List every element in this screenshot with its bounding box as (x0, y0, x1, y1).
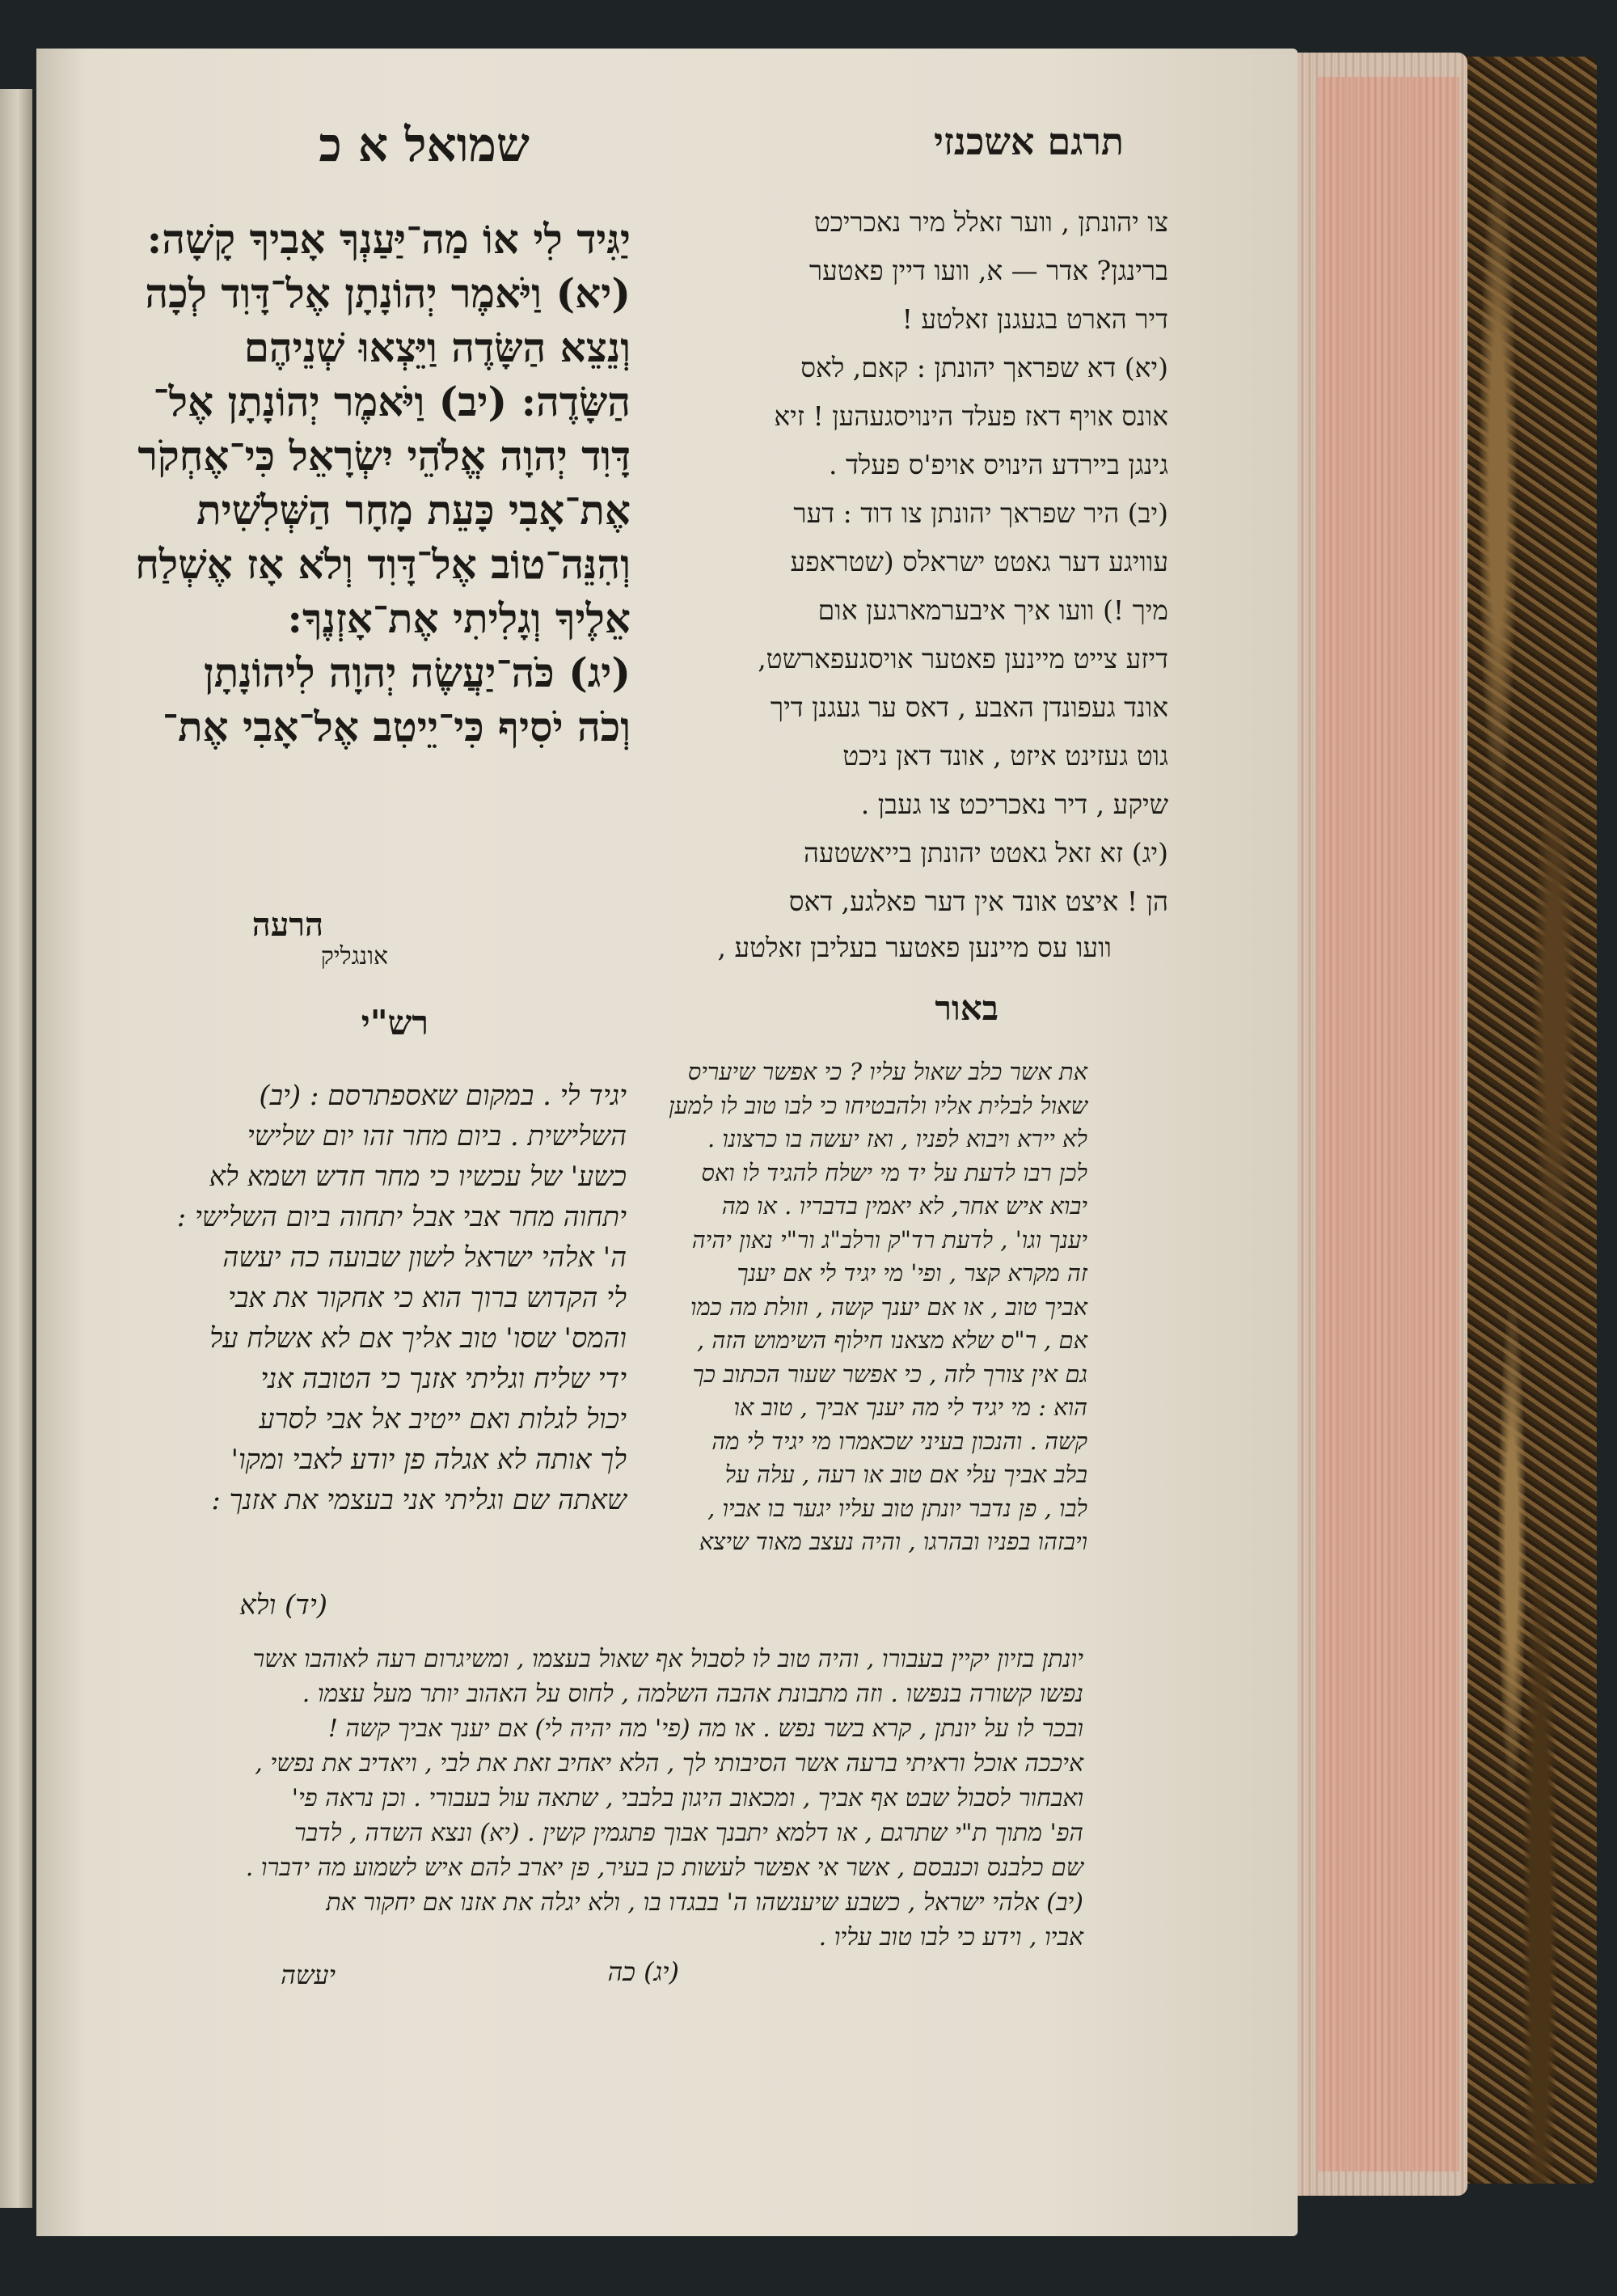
targum-line: אונס אויף דאז פעלד הינויסגעהען ! זיא (774, 400, 1168, 432)
targum-catchword: אונגליק (320, 942, 388, 970)
rashi-line: כשע' של עכשיו כי מחר חדש ושמא לא (209, 1161, 627, 1193)
biur-line: קשה . והנכון בעיני שכאמרו מי יגיד לי מה (711, 1427, 1087, 1455)
targum-line: (יב) היר שפראך יהונתן צו דוד : דער (793, 497, 1168, 529)
biur-line: אם , ר"ס שלא מצאנו חילוף השימוש הזה , (696, 1326, 1087, 1354)
targum-line: דיר הארט בגעגנן זאלטע ! (901, 303, 1168, 335)
hebrew-verse-line: יַגִּיד לִי אוֹ מַה־יַּעַנְךָ אָבִיךָ קָשָׁה: (146, 215, 631, 263)
bottom-commentary-line: הפ' מתוך ת"י שתרגם , או דלמא יתבנך אבוך פתגמין קשין . (יא) ונצא השדה , לדבר (293, 1819, 1083, 1847)
targum-line: גינגן ביירדע הינויס אויפ'ס פעלד . (828, 449, 1168, 480)
targum-line: עוויגע דער גאטט ישראלס (שטראפע (790, 546, 1168, 577)
hebrew-verse-line: (יג) כֹּה־יַעֲשֶׂה יְהוָה לִיהוֹנָתָן (203, 649, 631, 696)
rashi-line: יתחוה מחר אבי אבל יתחוה ביום השלישי : (176, 1201, 627, 1233)
targum-last-line: וועו עס מיינען פאטער בעליבן זאלטע , (717, 932, 1112, 963)
targum-line: הן ! איצט אונד אין דער פאלגע, דאס (788, 886, 1168, 917)
targum-line: אונד געפונדן האבע , דאס ער געגנן דיך (770, 691, 1168, 723)
biur-line: בלב אביך עלי אם טוב או רעה , עלה על (724, 1461, 1087, 1488)
biur-line: זה מקרא קצר , ופי' מי יגיד לי אם יענך (737, 1259, 1087, 1287)
bottom-commentary-line: שם כלבנס וכנבסם , אשר אי אפשר לעשות כן בעיר, פן יארב להם איש לשמוע מה ידברו . (245, 1854, 1083, 1882)
biur-line: לבו , פן נדבר יונתן טוב עליו יגער בו אביו , (707, 1494, 1087, 1522)
biur-line: יענך וגו' , לדעת רד"ק ורלב"ג ור"י נאון יהיה (691, 1225, 1087, 1254)
biur-line: לא יירא ויבוא לפניו , ואז יעשה בו כרצונו . (707, 1125, 1087, 1152)
biur-line: יבוא איש אחר, לא יאמין בדבריו . או מה (721, 1192, 1087, 1220)
bottom-catchword: יעשה (281, 1960, 336, 1990)
bottom-commentary-line: ובכר לו על יונתן , קרא בשר נפש . או מה (פי' מה יהיה לי) אם יענך אביך קשה ! (327, 1715, 1083, 1743)
targum-line: (יא) דא שפראך יהונתן : קאם, לאס (800, 352, 1168, 383)
rashi-line: והמס' שסו' טוב אליך אם לא אשלח על (209, 1322, 627, 1355)
biur-line: לכן רבו לדעת על יד מי ישלח להגיד לו ואס (701, 1158, 1087, 1186)
bottom-trail: (יג) כה (607, 1956, 679, 1987)
biur-line: אביך טוב , או אם יענך קשה , וזולת מה כמו (690, 1292, 1087, 1321)
rashi-line: ה' אלהי ישראל לשון שבועה כה יעשה (222, 1241, 627, 1274)
targum-line: גוט געזינט איזט , אונד דאן ניכט (842, 740, 1168, 772)
targum-line: שיקע , דיר נאכריכט צו געבן . (860, 789, 1168, 820)
bottom-commentary-line: יונתן בזיון יקיין בעבורו , והיה טוב לו לסבול אף שאול בעצמו , ומשיגרום רעה לאוהבו אשר (252, 1645, 1083, 1673)
hebrew-verse-line: (יא) וַיֹּאמֶר יְהוֹנָתָן אֶל־דָּוִד לְכָה (145, 269, 631, 317)
header-targum: תרגם אשכנזי (934, 120, 1124, 163)
rashi-title: רש"י (361, 1003, 429, 1042)
targum-line: מיך !) וועו איך איבערמארגען אום (817, 594, 1168, 626)
bottom-commentary-line: נפשו קשורה בנפשו . וזה מתבונת אהבה השלמה , לחוס על האהוב יותר מעל עצמו . (302, 1680, 1083, 1708)
left-page-edge (0, 89, 32, 2208)
rashi-column (177, 1076, 627, 1520)
biur-line: את אשר כלב שאול עליו ? כי אפשר שיעריס (687, 1058, 1087, 1085)
hebrew-catchword: הרעה (251, 906, 323, 944)
biur-line: גם אין צורך לזה , כי אפשר שעור הכתוב כך (692, 1359, 1087, 1388)
rashi-line: יכול לגלות ואם ייטיב אל אבי לסרע (259, 1403, 627, 1436)
hebrew-verse-line: אֵלֶיךָ וְגָלִיתִי אֶת־אָזְנֶךָ: (287, 594, 631, 642)
targum-line: דיזע צייט מיינען פאטער אויסגעפארשט, (758, 643, 1168, 674)
rashi-line: יגיד לי . במקום שאספתרסם : (יב) (259, 1080, 627, 1112)
hebrew-verse-line: וְהִנֵּה־טוֹב אֶל־דָּוִד וְלֹא אָז אֶשְׁלַח (135, 540, 631, 588)
page-block-edge (1298, 53, 1467, 2196)
hebrew-verse-line: הַשָּׂדֶה: (יב) וַיֹּאמֶר יְהוֹנָתָן אֶל־ (153, 378, 631, 425)
bottom-commentary-line: אביו , וידע כי לבו טוב עליו . (818, 1923, 1083, 1951)
rashi-line: לי הקדוש ברוך הוא כי אחקור את אבי (228, 1282, 627, 1314)
book-board-marbled-cover (1455, 57, 1597, 2184)
targum-line: (יג) זא זאל גאטט יהונתן בייאשטעה (803, 837, 1168, 869)
targum-line: ברינגן? אדר — א, וועו דיין פאטער (808, 255, 1168, 286)
bottom-commentary-line: ואבחור לסבול שבט אף אביך , ומכאוב היגון בלבבי , שתאה עול בעבורי . וכן נראה פי' (291, 1784, 1083, 1812)
bottom-commentary-line: איככה אוכל וראיתי ברעה אשר הסיבותי לך , הלא יאחיב זאת את לבי , ויאדיב את נפשי , (255, 1749, 1083, 1778)
biur-column (669, 1055, 1087, 1559)
biur-line: ויבזהו בפניו ובהרגו , והיה נעצב מאוד שיצא (699, 1528, 1087, 1555)
biur-title: באור (935, 988, 998, 1028)
rashi-line: השלישית . ביום מחר זהו יום שלישי (247, 1120, 627, 1152)
hebrew-verse-line: וְנֵצֵא הַשָּׂדֶה וַיֵּצְאוּ שְׁנֵיהֶם (243, 323, 631, 371)
hebrew-verse-line: אֶת־אָבִי כָּעֵת מָחָר הַשְּׁלִשִׁית (196, 486, 631, 534)
rashi-line: שאתה שם וגליתי אני בעצמי את אזנך : (211, 1484, 627, 1516)
hebrew-verse-line: דָּוִד יְהוָה אֱלֹהֵי יִשְׂרָאֵל כִּי־אֶחְקֹר (137, 432, 631, 480)
targum-line: צו יהונתן , ווער זאלל מיר נאכריכט (813, 206, 1168, 238)
rashi-trail: (יד) ולא (239, 1589, 327, 1622)
bottom-commentary (246, 1642, 1083, 1955)
hebrew-verse-line: וְכֹה יֹסִיף כִּי־יֵיטִב אֶל־אָבִי אֶת־ (162, 703, 631, 751)
rashi-line: לך אותה לא אגלה פן יודע לאבי ומקו' (230, 1444, 627, 1476)
rashi-line: ידי שליח וגליתי אזנך כי הטובה אני (260, 1363, 627, 1395)
header-book-chapter: שמואל א כ (319, 117, 530, 172)
biur-line: שאול לבלית אליו ולהבטיחו כי לבו טוב לו למען (669, 1091, 1087, 1119)
bottom-commentary-line: (יב) אלהי ישראל , כשבע שיענשהו ה' בבגדו בו , ולא יגלה את אזנו אם יחקור את (326, 1888, 1083, 1917)
biur-line: הוא : מי יגיד לי מה יענך אביך , טוב או (733, 1393, 1087, 1421)
hebrew-text-column (135, 212, 631, 754)
